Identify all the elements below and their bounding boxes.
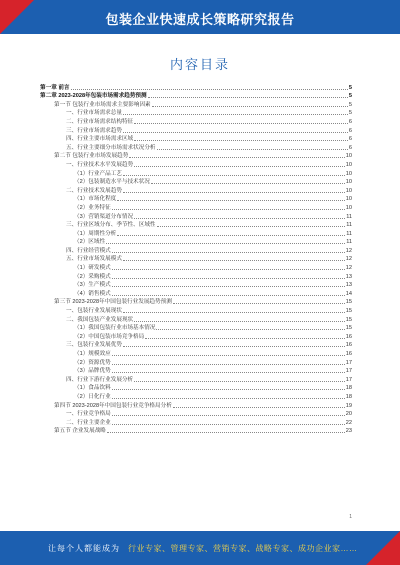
toc-entry[interactable] bbox=[40, 384, 352, 393]
dot-leader bbox=[117, 199, 344, 201]
toc-entry[interactable] bbox=[40, 143, 352, 152]
toc-entry-text: （1）市场化程度 bbox=[74, 196, 117, 203]
toc-entry-page: 18 bbox=[345, 385, 352, 392]
dot-leader bbox=[134, 380, 345, 382]
toc-entry-page: 16 bbox=[345, 333, 352, 340]
toc-entry[interactable] bbox=[40, 324, 352, 333]
dot-leader bbox=[129, 156, 344, 158]
report-title: 包装企业快速成长策略研究报告 bbox=[105, 12, 295, 27]
dot-leader bbox=[134, 165, 345, 167]
toc-entry-text: 三、行业区域分布、季节性、区域性 bbox=[66, 222, 156, 229]
toc-entry-page: 6 bbox=[348, 136, 352, 143]
toc-entry-text: 一、行业竞争格局 bbox=[66, 411, 111, 418]
toc-entry-page: 10 bbox=[345, 187, 352, 194]
toc-entry[interactable] bbox=[40, 92, 352, 101]
dot-leader bbox=[112, 294, 345, 296]
dot-leader bbox=[157, 148, 348, 150]
dot-leader bbox=[152, 105, 348, 107]
toc-entry-page: 12 bbox=[345, 256, 352, 263]
dot-leader bbox=[112, 423, 345, 425]
toc-entry-page: 5 bbox=[348, 110, 352, 117]
dot-leader bbox=[107, 431, 345, 433]
toc-entry-page: 10 bbox=[345, 196, 352, 203]
dot-leader bbox=[112, 285, 345, 287]
toc-entry[interactable] bbox=[40, 272, 352, 281]
toc-entry-page: 11 bbox=[346, 222, 352, 229]
toc-entry-page: 13 bbox=[345, 282, 352, 289]
dot-leader bbox=[112, 397, 345, 399]
toc-entry[interactable] bbox=[40, 212, 352, 221]
toc-entry[interactable] bbox=[40, 410, 352, 419]
toc-entry-text: （3）品牌优势 bbox=[74, 368, 111, 375]
dot-leader bbox=[151, 182, 345, 184]
toc-entry-text: （2）资源优势 bbox=[74, 359, 111, 366]
toc-entry-text: （1）周期性分析 bbox=[74, 230, 117, 237]
dot-leader bbox=[134, 122, 348, 124]
dot-leader bbox=[148, 96, 348, 98]
dot-leader bbox=[123, 259, 345, 261]
toc-entry-text: 一、行业技术水平发展趋势 bbox=[66, 161, 134, 168]
toc-entry-page: 11 bbox=[346, 230, 352, 237]
toc-entry-text: （2）中国包装市场竞争格局 bbox=[74, 333, 145, 340]
toc-entry-page: 17 bbox=[345, 376, 352, 383]
toc-entry-text: 二、我国包装产业发展现状 bbox=[66, 316, 134, 323]
toc-entry[interactable] bbox=[40, 263, 352, 272]
dot-leader bbox=[123, 345, 345, 347]
toc-entry-text: （2）包装制造水平与技术状况 bbox=[74, 179, 150, 186]
toc-entry[interactable] bbox=[40, 126, 352, 135]
toc-entry[interactable] bbox=[40, 315, 352, 324]
toc-entry-page: 12 bbox=[345, 247, 352, 254]
toc-entry-page: 11 bbox=[346, 213, 352, 220]
toc-entry[interactable] bbox=[40, 221, 352, 230]
dot-leader bbox=[112, 354, 345, 356]
toc-entry-page: 10 bbox=[345, 204, 352, 211]
toc-entry[interactable] bbox=[40, 178, 352, 187]
toc-entry-text: （2）日化行业 bbox=[74, 393, 111, 400]
dot-leader bbox=[112, 363, 345, 365]
dot-leader bbox=[156, 328, 344, 330]
toc-entry-page: 10 bbox=[345, 161, 352, 168]
toc-entry[interactable] bbox=[40, 160, 352, 169]
toc-entry-page: 15 bbox=[345, 316, 352, 323]
toc-entry-page: 12 bbox=[345, 265, 352, 272]
toc-entry-text: （3）营销渠道分布情况 bbox=[74, 213, 134, 220]
toc-entry-page: 17 bbox=[345, 368, 352, 375]
toc-entry[interactable] bbox=[40, 135, 352, 144]
toc-entry[interactable] bbox=[40, 392, 352, 401]
dot-leader bbox=[112, 208, 345, 210]
toc-entry[interactable] bbox=[40, 375, 352, 384]
toc-entry[interactable] bbox=[40, 332, 352, 341]
toc-entry[interactable] bbox=[40, 298, 352, 307]
dot-leader bbox=[112, 251, 345, 253]
dot-leader bbox=[134, 320, 345, 322]
dot-leader bbox=[134, 217, 345, 219]
toc-entry-page: 22 bbox=[345, 419, 352, 426]
toc-entry-page: 6 bbox=[348, 118, 352, 125]
toc-entry[interactable] bbox=[40, 358, 352, 367]
toc-entry[interactable] bbox=[40, 186, 352, 195]
dot-leader bbox=[112, 371, 345, 373]
toc-entry[interactable] bbox=[40, 152, 352, 161]
toc-entry-text: 二、行业技术发展趋势 bbox=[66, 187, 122, 194]
bottom-banner bbox=[0, 531, 400, 565]
toc-entry-text: 第五节 企业发展战略 bbox=[54, 428, 106, 435]
toc-entry-page: 18 bbox=[345, 393, 352, 400]
dot-leader bbox=[123, 174, 345, 176]
toc-entry[interactable] bbox=[40, 238, 352, 247]
toc-entry[interactable] bbox=[40, 349, 352, 358]
toc-entry[interactable] bbox=[40, 289, 352, 298]
toc-entry-page: 5 bbox=[348, 93, 352, 100]
dot-leader bbox=[157, 225, 346, 227]
toc-entry[interactable] bbox=[40, 281, 352, 290]
toc-entry[interactable] bbox=[40, 255, 352, 264]
toc-entry-text: 四、行业下游行业发展分析 bbox=[66, 376, 134, 383]
toc-entry-text: （4）销售模式 bbox=[74, 290, 111, 297]
toc-entry-page: 10 bbox=[345, 170, 352, 177]
footer-slogan: 让每个人都能成为 bbox=[48, 544, 120, 553]
toc-entry-text: 第一章 前言 bbox=[40, 84, 70, 91]
toc-entry[interactable] bbox=[40, 418, 352, 427]
toc-entry-text: （2）业务特征 bbox=[74, 204, 111, 211]
dot-leader bbox=[123, 311, 345, 313]
toc-entry[interactable] bbox=[40, 195, 352, 204]
toc-entry-text: （2）区域性 bbox=[74, 239, 106, 246]
toc-entry-text: 第四节 2023-2028年中国包装行业竞争格局分析 bbox=[54, 402, 172, 409]
toc-entry-text: （1）我国包装行业市场基本情况 bbox=[74, 325, 156, 332]
dot-leader bbox=[106, 242, 345, 244]
footer-roles: 行业专家、管理专家、营销专家、战略专家、成功企业家…… bbox=[128, 544, 358, 553]
toc-entry-page: 20 bbox=[345, 411, 352, 418]
toc-entry[interactable] bbox=[40, 246, 352, 255]
toc-entry-text: 第一节 包装行业市场需求主要影响因素 bbox=[54, 101, 151, 108]
toc-entry-page: 13 bbox=[345, 273, 352, 280]
toc-entry[interactable] bbox=[40, 306, 352, 315]
toc-entry-text: 第二节 包装行业市场发展趋势 bbox=[54, 153, 129, 160]
toc-entry-page: 14 bbox=[345, 290, 352, 297]
dot-leader bbox=[134, 139, 348, 141]
toc-entry-text: 三、行业市场需求趋势 bbox=[66, 127, 122, 134]
dot-leader bbox=[71, 88, 348, 90]
toc-entry-text: （1）食品饮料 bbox=[74, 385, 111, 392]
toc-entry-page: 15 bbox=[345, 299, 352, 306]
toc-entry-page: 16 bbox=[345, 351, 352, 357]
toc-entry-page: 15 bbox=[345, 325, 352, 332]
toc-entry-text: 第三节 2023-2028年中国包装行业发展趋势预测 bbox=[54, 299, 172, 306]
toc-entry[interactable] bbox=[40, 203, 352, 212]
toc-entry-page: 17 bbox=[345, 359, 352, 366]
toc-entry[interactable] bbox=[40, 341, 352, 350]
toc-entry-page: 11 bbox=[346, 239, 352, 246]
dot-leader bbox=[112, 277, 345, 279]
dot-leader bbox=[112, 414, 345, 416]
toc-entry-text: （1）规模效应 bbox=[74, 351, 111, 357]
toc-entry[interactable] bbox=[40, 117, 352, 126]
toc-entry-text: 五、行业市场发展模式 bbox=[66, 256, 122, 263]
toc-entry-text: （3）生产模式 bbox=[74, 282, 111, 289]
toc-entry[interactable] bbox=[40, 169, 352, 178]
toc-entry[interactable] bbox=[40, 109, 352, 118]
toc-entry-text: 二、行业市场需求结构特征 bbox=[66, 118, 134, 125]
toc-entry-text: 第二章 2023-2028年包装市场需求趋势预测 bbox=[40, 93, 147, 100]
dot-leader bbox=[173, 302, 345, 304]
toc-entry-page: 5 bbox=[348, 84, 352, 91]
toc-entry-page: 15 bbox=[345, 308, 352, 315]
toc-entry-text: 一、包装行业发展现状 bbox=[66, 308, 122, 315]
dot-leader bbox=[173, 406, 345, 408]
dot-leader bbox=[123, 191, 345, 193]
toc-entry[interactable] bbox=[40, 427, 352, 436]
toc-entry-page: 6 bbox=[348, 144, 352, 151]
toc-entry[interactable] bbox=[40, 83, 352, 92]
toc-entry-page: 10 bbox=[345, 153, 352, 160]
toc-entry[interactable] bbox=[40, 229, 352, 238]
red-corner-decoration bbox=[366, 531, 400, 565]
toc-entry[interactable] bbox=[40, 401, 352, 410]
dot-leader bbox=[123, 113, 348, 115]
toc-entry[interactable] bbox=[40, 367, 352, 376]
toc-entry-page: 23 bbox=[345, 428, 352, 435]
toc-entry-text: （2）采购模式 bbox=[74, 273, 111, 280]
toc-entry-text: （1）行业产品工艺 bbox=[74, 170, 122, 177]
toc-entry-page: 10 bbox=[345, 179, 352, 186]
toc-entry-page: 6 bbox=[348, 127, 352, 134]
toc-heading: 内容目录 bbox=[169, 57, 230, 72]
toc-entry-text: 一、行业市场需求总量 bbox=[66, 110, 122, 117]
table-of-contents bbox=[40, 83, 352, 435]
toc-entry[interactable] bbox=[40, 100, 352, 109]
toc-entry-text: 三、包装行业发展优势 bbox=[66, 342, 122, 349]
toc-entry-page: 16 bbox=[345, 342, 352, 349]
toc-entry-text: 四、行业主要市场需求区域 bbox=[66, 136, 134, 143]
dot-leader bbox=[123, 131, 348, 133]
dot-leader bbox=[145, 337, 345, 339]
toc-entry-text: 二、行业主要企业 bbox=[66, 419, 111, 426]
toc-entry-page: 19 bbox=[345, 402, 352, 409]
dot-leader bbox=[112, 268, 345, 270]
page-number: 1 bbox=[349, 514, 352, 520]
dot-leader bbox=[117, 234, 345, 236]
toc-entry-text: 四、行业经营模式 bbox=[66, 247, 111, 254]
toc-entry-page: 5 bbox=[348, 101, 352, 108]
toc-entry-text: （1）研发模式 bbox=[74, 265, 111, 272]
dot-leader bbox=[112, 388, 345, 390]
toc-entry-text: 五、行业主要细分市场需求状况分析 bbox=[66, 144, 156, 151]
top-banner bbox=[0, 0, 400, 34]
